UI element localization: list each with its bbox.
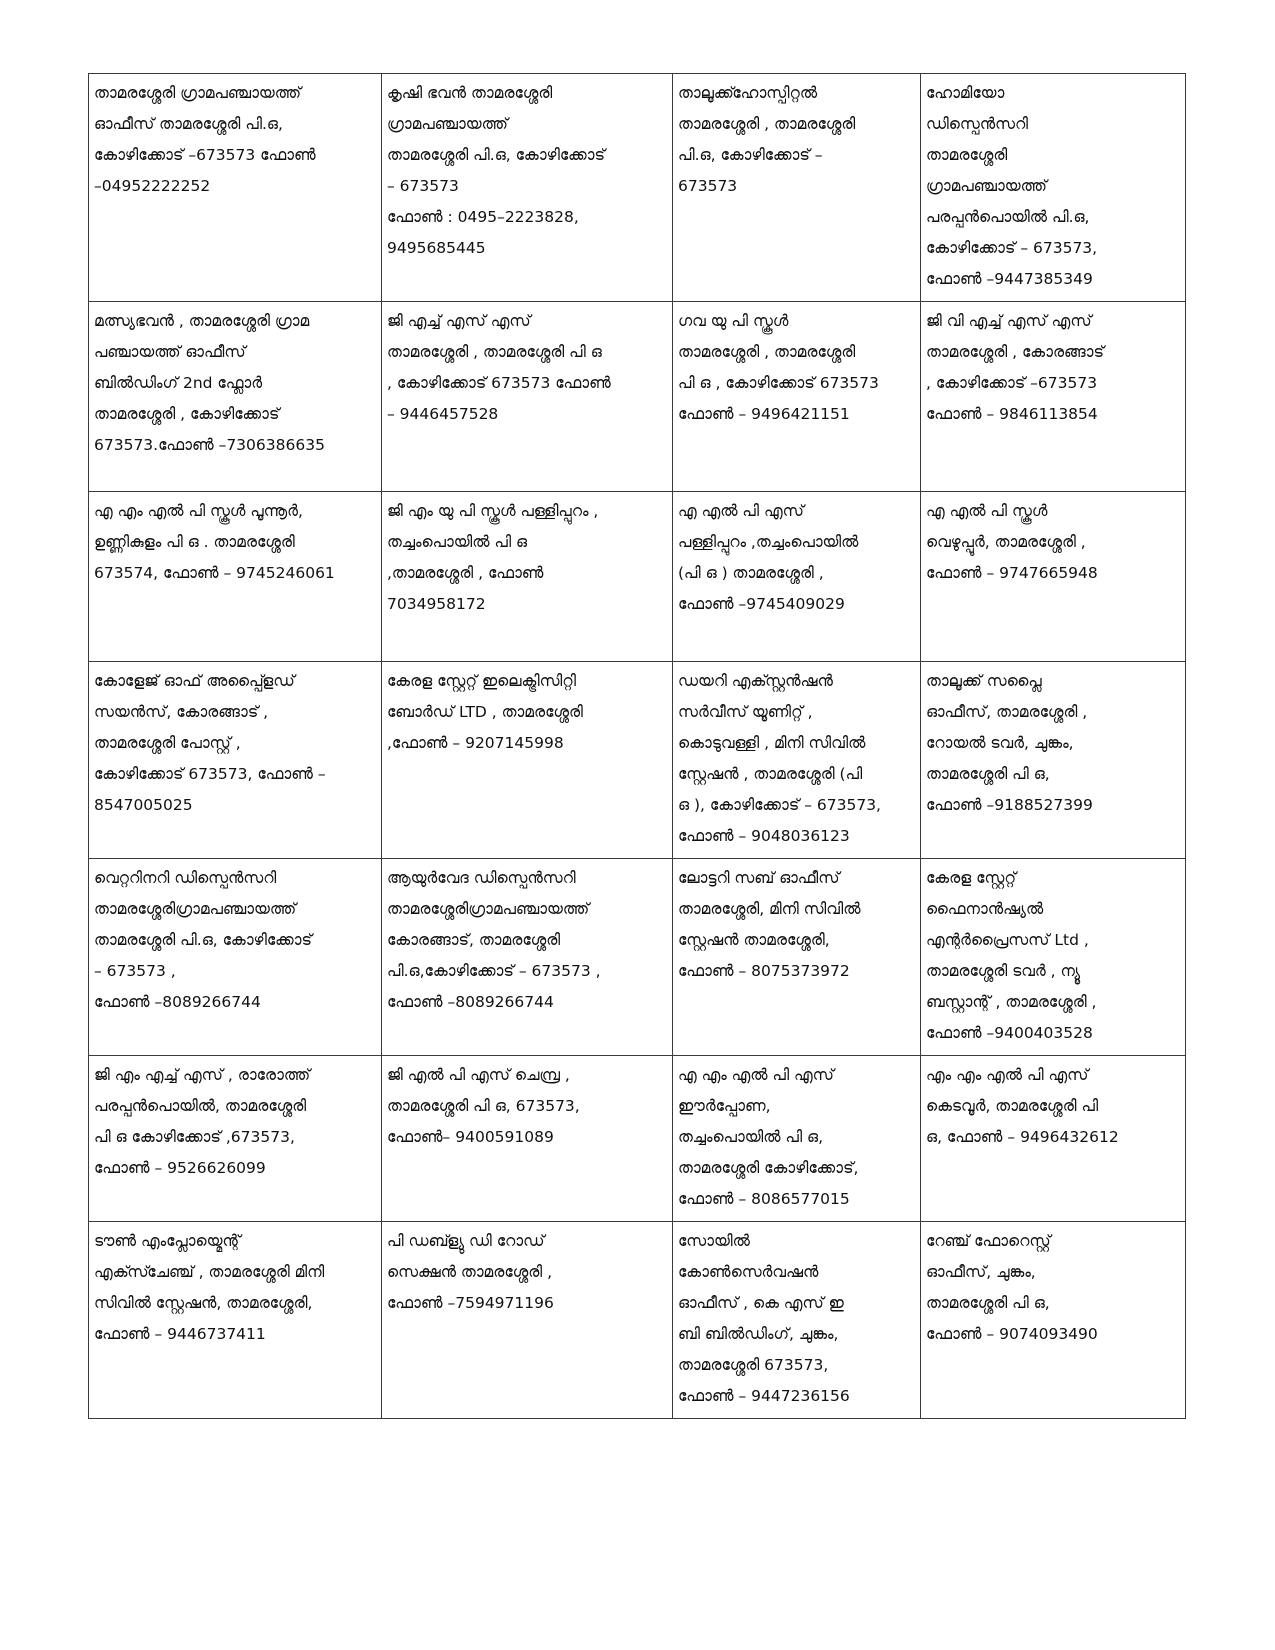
office-entry-cell [673, 859, 921, 1056]
table-row [89, 859, 1186, 1056]
office-entry-line: സ്റ്റേഷൻ താമരശ്ശേരി, [678, 931, 830, 949]
office-entry-line: – 673573 [387, 177, 459, 195]
office-entry-line: എ എൽ പി എസ് [678, 502, 804, 520]
office-entry-line: സർവീസ് യൂണിറ്റ് , [678, 703, 813, 721]
office-entry-line: ഓഫീസ് താമരശ്ശേരി പി.ഒ, [94, 115, 283, 133]
office-entry-cell [673, 302, 921, 492]
office-entry-line: ,താമരശ്ശേരി , ഫോൺ [387, 564, 544, 582]
office-entry-line: ഫോൺ : 0495–2223828, [387, 208, 579, 226]
office-entry-line: തച്ചംപൊയിൽ പി ഒ [387, 533, 528, 551]
office-entry-line: ഫൈനാൻഷ്യൽ [926, 900, 1044, 918]
office-entry-line: ഫോൺ – 9074093490 [926, 1325, 1098, 1343]
office-entry-line: ഒ, ഫോൺ – 9496432612 [926, 1128, 1119, 1146]
office-entry-line: ഫോൺ –9447385349 [926, 270, 1093, 288]
office-entry-line: താമരശ്ശേരി കോഴിക്കോട്, [678, 1159, 859, 1177]
office-entry-line: കൃഷി ഭവൻ താമരശ്ശേരി [387, 84, 553, 102]
office-entry-line: ജി എച്ച് എസ് എസ് [387, 312, 531, 330]
office-entry-cell [921, 492, 1186, 662]
office-entry-line: താമരശ്ശേരിഗ്രാമപഞ്ചായത്ത് [387, 900, 590, 918]
office-entry-line: താമരശ്ശേരി, മിനി സിവിൽ [678, 900, 861, 918]
office-entry-line: കെടവൂർ, താമരശ്ശേരി പി [926, 1097, 1099, 1115]
office-entry-line: പി.ഒ, കോഴിക്കോട് – [678, 146, 823, 164]
office-entry-line: ഫോൺ – 9446737411 [94, 1325, 266, 1343]
office-entry-line: 9495685445 [387, 239, 486, 257]
office-entry-line: ജി വി എച്ച് എസ് എസ് [926, 312, 1092, 330]
office-entry-line: ഒ ), കോഴിക്കോട് – 673573, [678, 796, 881, 814]
office-entry-line: കേരള സ്റ്റേറ്റ് [926, 869, 1017, 887]
office-entry-line: എ എം എൽ പി എസ് [678, 1066, 834, 1084]
office-entry-cell [89, 1222, 382, 1419]
office-entry-line: കോളേജ് ഓഫ് അപ്പ്ളൈഡ് [94, 672, 295, 690]
office-entry-line: ബോർഡ് LTD , താമരശ്ശേരി [387, 703, 583, 721]
office-entry-line: താമരശ്ശേരി ഗ്രാമപഞ്ചായത്ത് [94, 84, 302, 102]
office-entry-line: ഓഫീസ്, ചുങ്കം, [926, 1263, 1036, 1281]
office-entry-cell [89, 1056, 382, 1222]
office-entry-cell [382, 492, 673, 662]
office-entry-cell [89, 859, 382, 1056]
office-entry-cell [673, 1056, 921, 1222]
office-entry-cell [382, 302, 673, 492]
office-entry-line: എം എം എൽ പി എസ് [926, 1066, 1089, 1084]
office-entry-cell [921, 859, 1186, 1056]
office-entry-line: ഗവ യു പി സ്കൂൾ [678, 312, 789, 330]
office-entry-line: സയൻസ്, കോരങ്ങാട് , [94, 703, 269, 721]
office-entry-line: ഫോൺ – 9526626099 [94, 1159, 266, 1177]
office-entry-line: പി ഡബ്ള്യു ഡി റോഡ് [387, 1232, 545, 1250]
office-entry-line: പള്ളിപ്പുറം ,തച്ചംപൊയിൽ [678, 533, 859, 551]
table-row [89, 492, 1186, 662]
table-row [89, 1056, 1186, 1222]
office-entry-cell [382, 1222, 673, 1419]
office-entry-line: താമരശ്ശേരി പി.ഒ, കോഴിക്കോട് [94, 931, 313, 949]
office-entry-line: ഈർപ്പോണ, [678, 1097, 771, 1115]
office-entry-line: മത്സ്യഭവൻ , താമരശ്ശേരി ഗ്രാമ [94, 312, 310, 330]
office-entry-line: ജി എം യു പി സ്കൂൾ പള്ളിപ്പുറം , [387, 502, 599, 520]
office-entry-line: സോയിൽ [678, 1232, 750, 1250]
office-entry-cell [382, 74, 673, 302]
office-entry-line: കോഴിക്കോട് – 673573, [926, 239, 1098, 257]
office-entry-line: –04952222252 [94, 177, 211, 195]
office-entry-line: ഉണ്ണികുളം പി ഒ . താമരശ്ശേരി [94, 533, 295, 551]
office-entry-line: ,ഫോൺ – 9207145998 [387, 734, 564, 752]
office-entry-line: 8547005025 [94, 796, 193, 814]
office-entry-line: ഫോൺ – 8086577015 [678, 1190, 850, 1208]
office-entry-line: 673573 [678, 177, 738, 195]
office-entry-cell [382, 859, 673, 1056]
office-entry-cell [921, 662, 1186, 859]
office-entry-line: താമരശ്ശേരി , താമരശ്ശേരി [678, 115, 856, 133]
office-entry-line: ബിൽഡിംഗ് 2nd ഫ്ലോർ [94, 374, 263, 392]
office-entry-line: 673573.ഫോൺ –7306386635 [94, 436, 325, 454]
office-entry-line: ബസ്റ്റാന്റ് , താമരശ്ശേരി , [926, 993, 1097, 1011]
office-entry-line: പി ഒ കോഴിക്കോട് ,673573, [94, 1128, 295, 1146]
office-entry-line: കോഴിക്കോട് 673573, ഫോൺ – [94, 765, 326, 783]
office-entry-line: താമരശ്ശേരി പി ഒ, [926, 1294, 1050, 1312]
office-entry-line: സെക്ഷൻ താമരശ്ശേരി , [387, 1263, 553, 1281]
office-entry-line: ഫോൺ –8089266744 [94, 993, 261, 1011]
office-entry-line: ഫോൺ – 9846113854 [926, 405, 1098, 423]
table-row [89, 1222, 1186, 1419]
office-entry-line: പരപ്പൻപൊയിൽ പി.ഒ, [926, 208, 1090, 226]
office-entry-line: ഡിസ്പെൻസറി [926, 115, 1028, 133]
office-entry-line: താമരശ്ശേരിഗ്രാമപഞ്ചായത്ത് [94, 900, 297, 918]
office-entry-cell [382, 1056, 673, 1222]
office-entry-line: താമരശ്ശേരി , കോഴിക്കോട് [94, 405, 280, 423]
office-entry-line: ആയുർവേദ ഡിസ്പെൻസറി [387, 869, 576, 887]
office-entry-cell [673, 74, 921, 302]
office-entry-cell [89, 302, 382, 492]
office-entry-line: പരപ്പൻപൊയിൽ, താമരശ്ശേരി [94, 1097, 307, 1115]
office-entry-line: ഫോൺ – 9747665948 [926, 564, 1098, 582]
office-entry-line: ഫോൺ –9188527399 [926, 796, 1093, 814]
office-entry-cell [89, 492, 382, 662]
office-entry-cell [673, 492, 921, 662]
office-entry-line: താമരശ്ശേരി പി.ഒ, കോഴിക്കോട് [387, 146, 606, 164]
office-entry-line: ഹോമിയോ [926, 84, 1005, 102]
office-entry-cell [921, 1056, 1186, 1222]
office-entry-cell [382, 662, 673, 859]
table-row [89, 302, 1186, 492]
office-entry-cell [921, 302, 1186, 492]
office-entry-line: കോഴിക്കോട് –673573 ഫോൺ [94, 146, 316, 164]
office-entry-line: കേരള സ്റ്റേറ്റ് ഇലെക്ട്രിസിറ്റി [387, 672, 576, 690]
office-entry-line: എക്സ്ചേഞ്ച് , താമരശ്ശേരി മിനി [94, 1263, 325, 1281]
office-entry-line: താമരശ്ശേരി പോസ്റ്റ് , [94, 734, 241, 752]
office-entry-line: ഗ്രാമപഞ്ചായത്ത് [926, 177, 1047, 195]
office-entry-line: താലൂക്ക് സപ്ലൈ [926, 672, 1042, 690]
office-entry-line: ബി ബിൽഡിംഗ്, ചുങ്കം, [678, 1325, 839, 1343]
office-entry-line: ഫോൺ – 9447236156 [678, 1387, 850, 1405]
office-entry-line: ഫോൺ –7594971196 [387, 1294, 554, 1312]
office-entry-line: ഫോൺ –9745409029 [678, 595, 845, 613]
office-entry-line: ജി എൽ പി എസ് ചെമ്പ്ര , [387, 1066, 570, 1084]
office-entry-line: കോൺസെർവഷൻ [678, 1263, 819, 1281]
table-row [89, 74, 1186, 302]
office-entry-line: സിവിൽ സ്റ്റേഷൻ, താമരശ്ശേരി, [94, 1294, 313, 1312]
office-entry-line: വെഴുപ്പൂർ, താമരശ്ശേരി , [926, 533, 1086, 551]
office-entry-cell [673, 1222, 921, 1419]
office-entry-cell [89, 74, 382, 302]
office-directory-table [88, 73, 1186, 1419]
office-entry-line: താമരശ്ശേരി ടവർ , ന്യൂ [926, 962, 1081, 980]
office-entry-cell [921, 74, 1186, 302]
office-entry-line: ഫോൺ– 9400591089 [387, 1128, 554, 1146]
office-entry-line: കോരങ്ങാട്, താമരശ്ശേരി [387, 931, 561, 949]
office-entry-line: സ്റ്റേഷൻ , താമരശ്ശേരി (പി [678, 765, 863, 783]
office-entry-line: – 9446457528 [387, 405, 499, 423]
office-entry-line: ഫോൺ – 9496421151 [678, 405, 850, 423]
office-entry-line: വെറ്ററിനറി ഡിസ്പെൻസറി [94, 869, 277, 887]
office-entry-line: എ എൽ പി സ്കൂൾ [926, 502, 1048, 520]
office-entry-line: ഓഫീസ്, താമരശ്ശേരി , [926, 703, 1088, 721]
office-entry-line: ജി എം എച്ച് എസ് , രാരോത്ത് [94, 1066, 311, 1084]
office-entry-line: ലോട്ടറി സബ് ഓഫീസ് [678, 869, 840, 887]
office-entry-cell [921, 1222, 1186, 1419]
office-entry-line: , കോഴിക്കോട് –673573 [926, 374, 1098, 392]
office-entry-line: പി ഒ , കോഴിക്കോട് 673573 [678, 374, 879, 392]
office-entry-line: 7034958172 [387, 595, 486, 613]
office-entry-line: റോയൽ ടവർ, ചുങ്കം, [926, 734, 1074, 752]
office-entry-line: പഞ്ചായത്ത് ഓഫീസ് [94, 343, 246, 361]
office-entry-line: താമരശ്ശേരി , താമരശ്ശേരി [678, 343, 856, 361]
office-entry-line: ഫോൺ – 9048036123 [678, 827, 850, 845]
office-entry-line: താമരശ്ശേരി പി ഒ, 673573, [387, 1097, 580, 1115]
office-entry-line: താമരശ്ശേരി , താമരശ്ശേരി പി ഒ [387, 343, 602, 361]
office-entry-line: ഡയറി എക്സ്റ്റൻഷൻ [678, 672, 833, 690]
office-entry-line: താമരശ്ശേരി പി ഒ, [926, 765, 1050, 783]
office-entry-line: , കോഴിക്കോട് 673573 ഫോൺ [387, 374, 611, 392]
table-row [89, 662, 1186, 859]
office-entry-line: റേഞ്ച് ഫോറെസ്റ്റ് [926, 1232, 1051, 1250]
office-entry-line: തച്ചംപൊയിൽ പി ഒ, [678, 1128, 824, 1146]
office-entry-line: ഗ്രാമപഞ്ചായത്ത് [387, 115, 508, 133]
office-entry-line: എന്റർപ്രൈസസ് Ltd , [926, 931, 1089, 949]
office-entry-line: – 673573 , [94, 962, 176, 980]
office-entry-cell [89, 662, 382, 859]
office-entry-line: താലൂക്ക്ഹോസ്പിറ്റൽ [678, 84, 818, 102]
table-body [89, 74, 1186, 1419]
office-entry-line: താമരശ്ശേരി , കോരങ്ങാട് [926, 343, 1105, 361]
office-entry-line: ഫോൺ – 8075373972 [678, 962, 850, 980]
office-entry-line: കൊടുവള്ളി , മിനി സിവിൽ [678, 734, 866, 752]
office-entry-line: ഫോൺ –8089266744 [387, 993, 554, 1011]
office-entry-line: എ എം എൽ പി സ്കൂൾ പൂന്നൂർ, [94, 502, 303, 520]
office-entry-line: പി.ഒ,കോഴിക്കോട് – 673573 , [387, 962, 601, 980]
office-entry-line: (പി ഒ ) താമരശ്ശേരി , [678, 564, 824, 582]
office-entry-line: 673574, ഫോൺ – 9745246061 [94, 564, 335, 582]
office-entry-line: ടൗൺ എംപ്ലോയ്മെന്റ് [94, 1232, 241, 1250]
office-entry-line: ഫോൺ –9400403528 [926, 1024, 1093, 1042]
office-entry-line: ഓഫീസ് , കെ എസ് ഇ [678, 1294, 844, 1312]
office-entry-line: താമരശ്ശേരി 673573, [678, 1356, 829, 1374]
office-entry-line: താമരശ്ശേരി [926, 146, 1008, 164]
office-entry-cell [673, 662, 921, 859]
